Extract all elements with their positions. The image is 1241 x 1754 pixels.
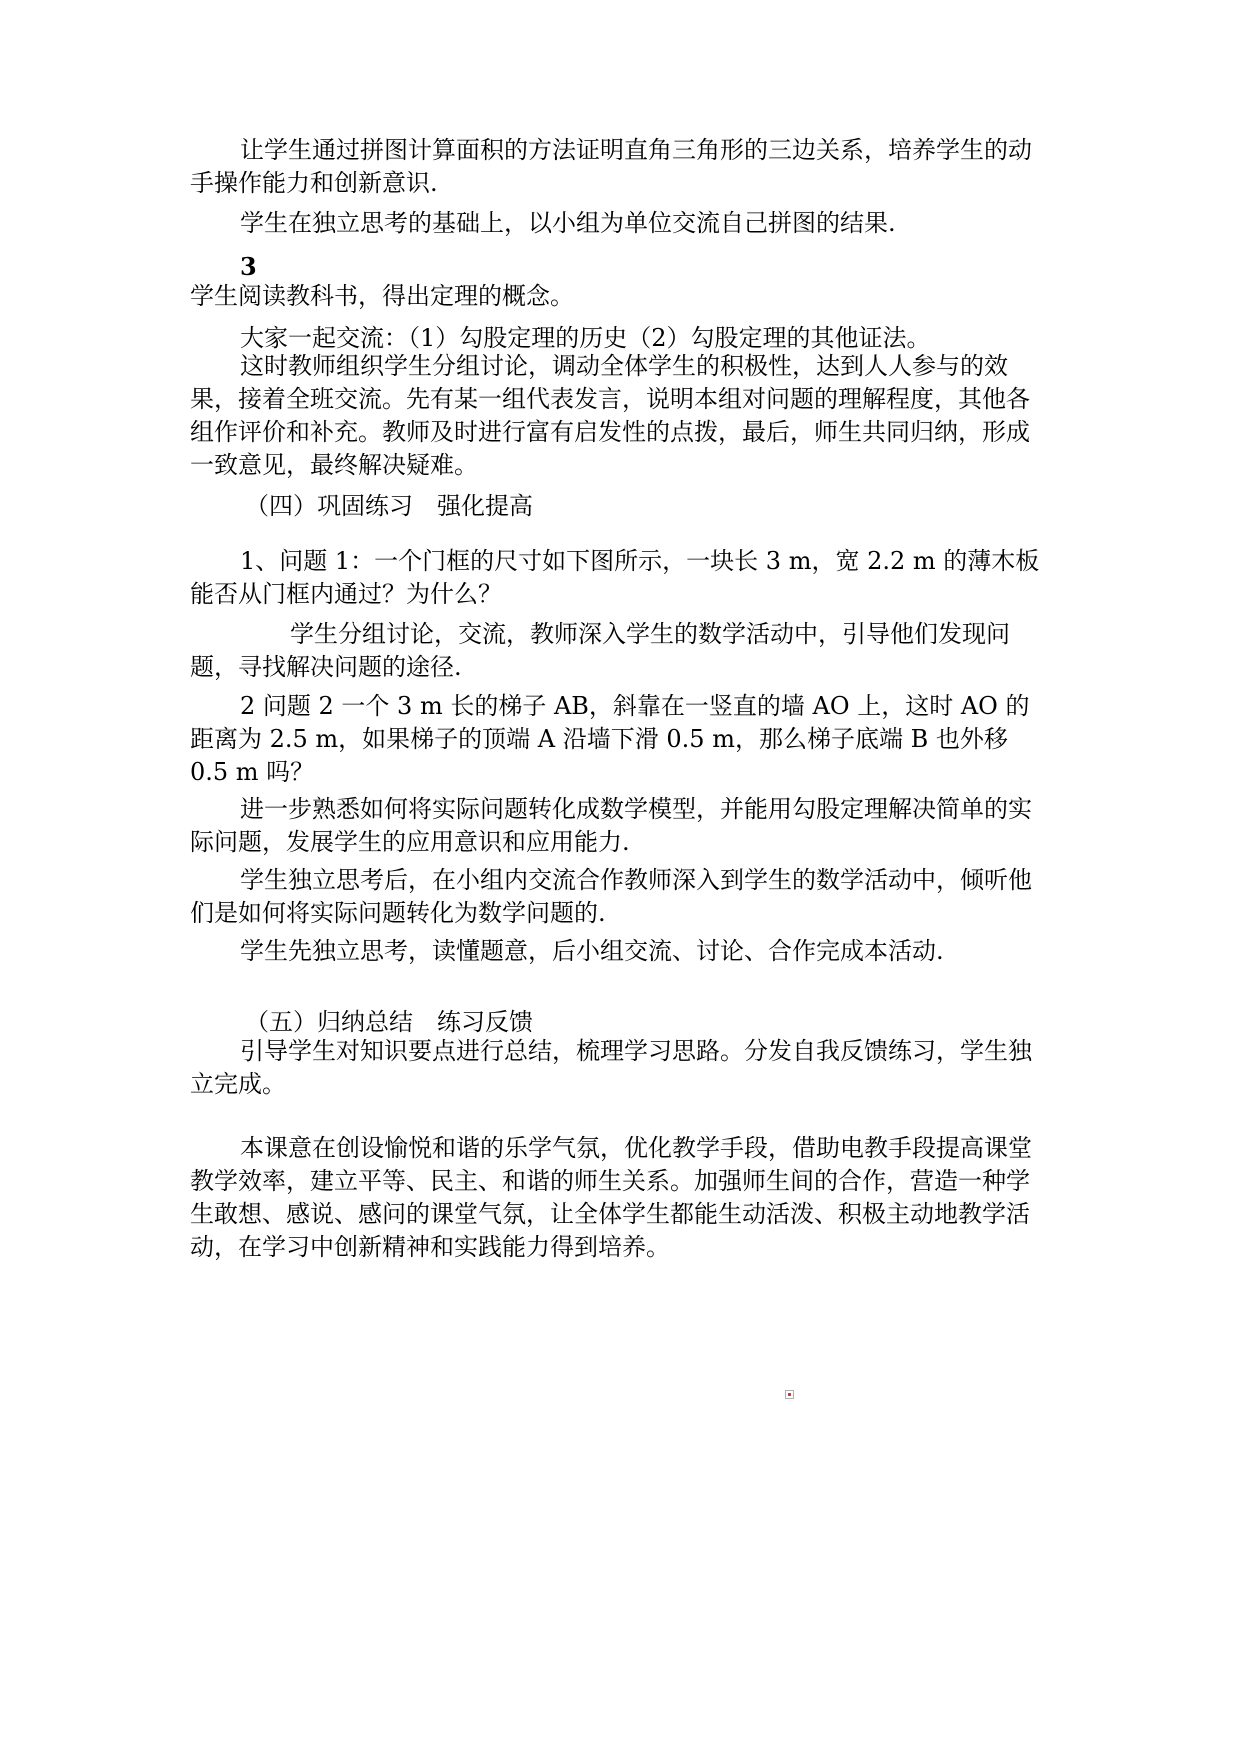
paragraph-group-exchange: 学生在独立思考的基础上，以小组为单位交流自己拼图的结果.	[240, 209, 896, 237]
paragraph-group-discussion: 学生分组讨论，交流，教师深入学生的数学活动中，引导他们发现问题，寻找解决问题的途径.	[190, 620, 1010, 681]
paragraph-independent-thinking: 学生独立思考后，在小组内交流合作教师深入到学生的数学活动中，倾听他们是如何将实际问题转化为数学问题的.	[190, 866, 1032, 927]
question-1: 1、问题 1：一个门框的尺寸如下图所示，一块长 3 m，宽 2.2 m 的薄木板能否从门框内通过？为什么？	[190, 547, 1040, 608]
step-number: 3	[240, 252, 257, 281]
anchor-mark-icon	[785, 1390, 794, 1399]
paragraph-summarize: 引导学生对知识要点进行总结，梳理学习思路。分发自我反馈练习，学生独立完成。	[190, 1037, 1032, 1098]
paragraph-read-textbook: 学生阅读教科书，得出定理的概念。	[190, 282, 574, 310]
section-heading-summary: （五）归纳总结 练习反馈	[245, 1008, 533, 1036]
section-heading-practice: （四）巩固练习 强化提高	[245, 492, 533, 520]
paragraph-lesson-intent: 本课意在创设愉悦和谐的乐学气氛，优化教学手段，借助电教手段提高课堂教学效率，建立平等、民主、和谐的师生关系。加强师生间的合作，营造一种学生敢想、感说、感问的课堂气氛，让全体学生都能生动活泼、积极主动地教学活动，在学习中创新精神和实践能力得到培养。	[190, 1134, 1032, 1261]
paragraph-teacher-organizes: 这时教师组织学生分组讨论，调动全体学生的积极性，达到人人参与的效果，接着全班交流。先有某一组代表发言，说明本组对问题的理解程度，其他各组作评价和补充。教师及时进行富有启发性的点拨，最后，师生共同归纳，形成一致意见，最终解决疑难。	[190, 352, 1030, 479]
paragraph-discussion-topics: 大家一起交流：（1）勾股定理的历史（2）勾股定理的其他证法。	[240, 324, 931, 352]
paragraph-math-model: 进一步熟悉如何将实际问题转化成数学模型，并能用勾股定理解决简单的实际问题，发展学生的应用意识和应用能力.	[190, 795, 1032, 856]
question-2: 2 问题 2 一个 3 m 长的梯子 AB，斜靠在一竖直的墙 AO 上，这时 AO 的距离为 2.5 m，如果梯子的顶端 A 沿墙下滑 0.5 m，那么梯子底端 B 也外移 0.5 m 吗？	[190, 692, 1030, 786]
paragraph-puzzle-proof: 让学生通过拼图计算面积的方法证明直角三角形的三边关系，培养学生的动手操作能力和创新意识.	[190, 136, 1032, 197]
paragraph-understand-question: 学生先独立思考，读懂题意，后小组交流、讨论、合作完成本活动.	[240, 937, 944, 965]
